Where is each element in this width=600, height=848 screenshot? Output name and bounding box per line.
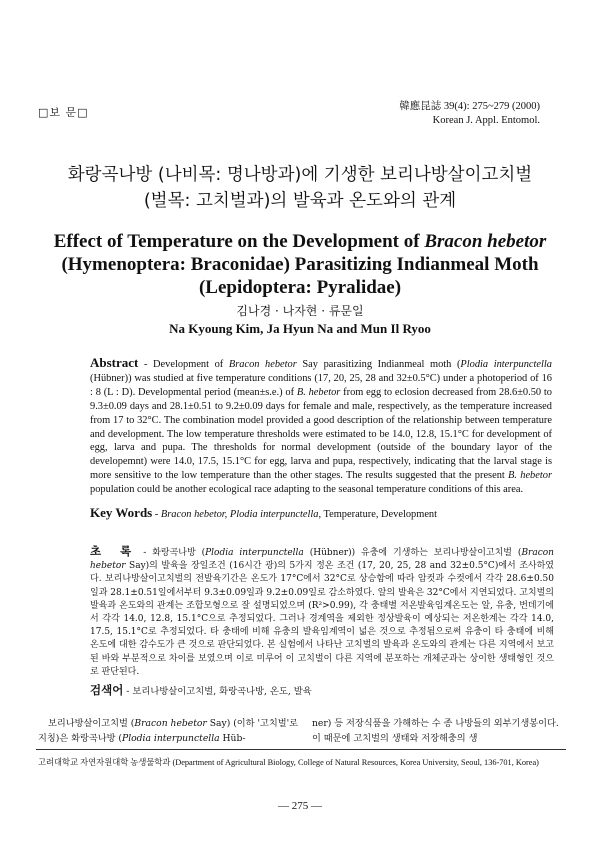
title-en-species: Bracon hebetor (424, 231, 547, 252)
title-english (0, 230, 600, 299)
authors-korean: 김나경 · 나자현 · 류문일 (236, 304, 364, 318)
key-words-label: Key Words (90, 505, 153, 520)
key-words-sep: - (152, 509, 161, 520)
korean-abstract (90, 545, 554, 679)
key-words-rest: , Temperature, Development (318, 509, 438, 520)
korean-keywords (90, 682, 560, 698)
korean-abstract-text: - 화랑곡나방 ( (137, 548, 206, 558)
abstract-text: population could be another ecological race adapting to the seasonal temperature conditions of this area. (90, 484, 524, 496)
abstract-text: (Hübner)) was studied at five temperature conditions (17, 20, 25, 28 and 32±0.5°C) under a photoperiod of 16 : 8 (L : D). Developmental period (mean±s.e.) of (90, 372, 552, 398)
authors-english: Na Kyoung Kim, Ja Hyun Na and Mun Il Ryoo (169, 321, 431, 336)
abstract-text: Say parasitizing Indianmeal moth ( (296, 359, 461, 370)
abstract-text: - Development of (138, 359, 229, 370)
body-text: Hüb- (219, 733, 246, 744)
title-en-line1-text: Effect of Temperature on the Development of (53, 231, 425, 252)
footnote-divider (36, 749, 566, 750)
title-korean (0, 162, 600, 214)
abstract-species: Plodia interpunctella (460, 359, 552, 370)
affiliation-footnote: 고려대학교 자연자원대학 농생물학과 (Department of Agricultural Biology, College of Natural Resources, Korea University, Seoul, 136-701, Korea) (38, 758, 539, 767)
abstract-species: Bracon hebetor (228, 359, 297, 370)
journal-en-line: Korean J. Appl. Entomol. (432, 115, 540, 126)
key-words-species: Bracon hebetor, Plodia interpunctella (160, 509, 319, 520)
title-en-line2: (Hymenoptera: Braconidae) Parasitizing Indianmeal Moth (61, 254, 539, 275)
abstract-species: B. hebetor (508, 470, 552, 482)
title-ko-line1: 화랑곡나방 (나비목: 명나방과)에 기생한 보리나방살이고치벌 (67, 165, 533, 185)
title-en-line3: (Lepidoptera: Pyralidae) (198, 277, 402, 298)
body-text: Say) (이하 '고치벌'로 지칭)은 화랑곡나방 ( (38, 718, 299, 744)
korean-abstract-species: Plodia interpunctella (205, 548, 304, 558)
abstract-text: from egg to eclosion decreased from 28.6±0.50 to 9.3±0.09 days and 28.1±0.51 to 9.2±0.09 days for female and male, respectively, as the temperature increased from 17 to 32°C. The combination model provided a good description of the relationship between temperature and development. The low temperature thresholds were estimated to be 14.0, 12.8, 15.1°C for development of egg, larva and pupa. The thresholds for normal development (outside of the boundary layor of the developemnt) were 14.0, 17.5, 15.1°C for egg, larva and pupa, respectively, indicating that the larval stage is more sensitive to the low temperature than the other stages. The results suggested that the present (90, 386, 552, 482)
body-text: 보리나방살이고치벌 ( (48, 718, 135, 729)
page-number: — 275 — (278, 800, 322, 812)
korean-abstract-label: 초 록 (90, 544, 138, 558)
title-en-line1 (0, 230, 600, 253)
title-ko-line2: (벌목: 고치벌과)의 발육과 온도와의 관계 (143, 191, 457, 211)
journal-ko-line: 韓應昆誌 39(4): 275~279 (2000) (399, 101, 540, 112)
korean-keywords-label: 검색어 (90, 683, 124, 697)
abstract (90, 356, 552, 497)
abstract-label: Abstract (90, 355, 139, 370)
body-column-left (38, 716, 300, 746)
korean-abstract-text: Say)의 발육을 장일조건 (16시간 광)의 5가지 정온 조건 (17, 20, 25, 28 and 32±0.5°C)에서 조사하였다. 보리나방살이고치벌의 전발육기간은 온도가 17°C에서 32°C로 상승함에 따라 암컷과 수컷에서 각각 28.6±0.50일과 28.1±0.51일에서부터 9.3±0.09일과 9.2±0.09일로 감소하였다. 알의 발육은 32°C에서 지연되었다. 고치벌의 발육과 온도와의 관계는 조합모형으로 잘 설명되었으며 (R²>0.99), 각 충태별 저온발육임계온도는 알, 유충, 번데기에서 각각 14.0, 12.8, 15.1°C으로 추정되었다. 그러나 경계역을 제외한 정상발육이 예상되는 저온한계는 각각 14.0, 17.5, 15.1°C로 추정되었다. 타 충태에 비해 유충의 발육임계역이 넓은 것으로 추정됨으로써 유충이 타 충태에 비해 온도에 대한 감수도가 큰 것으로 판단되었다. 본 실험에서 나타난 고치벌의 발육과 온도와의 관계는 다른 지역에서 보고된 바와 부분적으로 차이를 보였으며 이로 미루어 이 고치벌이 다른 지역에 분포하는 개체군과는 상이한 생태형인 것으로 판단된다. (90, 561, 554, 677)
body-column-right: ner) 등 저장식품을 가해하는 수 종 나방들의 외부기생봉이다. 이 때문에 고치벌의 생태와 저장해충의 생 (312, 718, 559, 744)
abstract-species: B. hebetor (296, 386, 341, 398)
korean-abstract-text: (Hübner)) 유충에 기생하는 보리나방살이고치벌 ( (303, 548, 522, 558)
korean-abstract-species: Bracon hebetor (90, 548, 554, 572)
body-species: Plodia interpunctella (122, 733, 220, 744)
body-species: Bracon hebetor (134, 718, 207, 729)
article-type-label: □보 문□ (38, 106, 89, 119)
key-words (90, 505, 560, 521)
korean-keywords-text: - 보리나방살이고치벌, 화랑곡나방, 온도, 발육 (123, 686, 312, 697)
journal-citation (399, 100, 540, 128)
